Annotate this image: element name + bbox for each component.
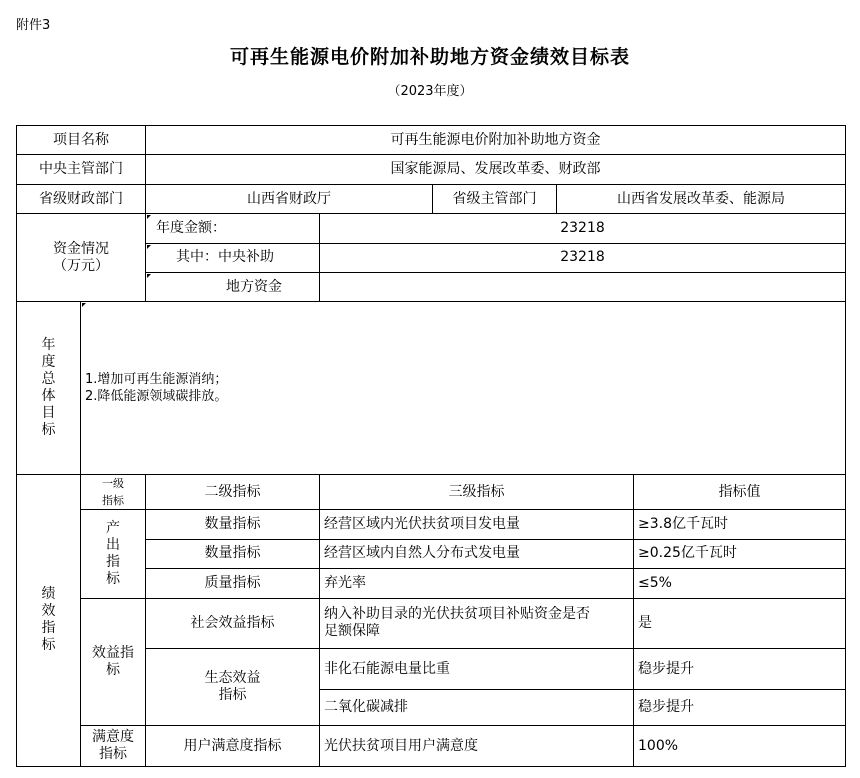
funds-annual-row <box>17 214 846 243</box>
funds-label-line1: 资金情况 <box>53 240 109 257</box>
output-value: ≥0.25亿千瓦时 <box>634 539 846 568</box>
header-level3: 三级指标 <box>320 474 634 509</box>
satisfaction-label <box>81 726 146 767</box>
year-subtitle: （2023年度） <box>387 84 473 99</box>
perf-label <box>17 474 81 766</box>
benefit-social-row <box>17 598 846 649</box>
eco-label-line2: 指标 <box>218 687 247 704</box>
social-level3-line2: 足额保障 <box>324 623 380 640</box>
funds-label-line2: （万元） <box>53 257 109 274</box>
social-benefit-label: 社会效益指标 <box>146 598 320 649</box>
performance-target-table <box>16 125 846 767</box>
output-char: 标 <box>106 570 120 587</box>
goals-char: 标 <box>41 422 56 439</box>
local-funds-value <box>320 273 846 302</box>
project-name-row <box>17 126 846 155</box>
output-label <box>81 510 146 598</box>
satisfaction-row <box>17 726 846 767</box>
perf-char: 标 <box>41 637 56 654</box>
eco-level3: 二氧化碳减排 <box>320 689 634 726</box>
goals-char: 体 <box>41 388 56 405</box>
benefit-label-line1: 效益指 <box>92 644 134 661</box>
goals-char: 目 <box>41 405 56 422</box>
output-level3: 弃光率 <box>320 569 634 598</box>
perf-char: 绩 <box>41 586 56 603</box>
prov-finance-value: 山西省财政厅 <box>146 184 433 213</box>
prov-dept-label: 省级主管部门 <box>433 184 557 213</box>
output-row <box>17 510 846 539</box>
page-title: 可再生能源电价附加补助地方资金绩效目标表 <box>229 46 630 68</box>
header-value: 指标值 <box>634 474 846 509</box>
header-level1-line2: 指标 <box>102 494 124 508</box>
header-level1 <box>81 474 146 509</box>
eco-level3: 非化石能源电量比重 <box>320 649 634 690</box>
benefit-label-line2: 标 <box>106 661 120 678</box>
funds-label <box>17 214 146 302</box>
output-level2: 数量指标 <box>146 539 320 568</box>
social-level3-line1: 纳入补助目录的光伏扶贫项目补贴资金是否 <box>324 606 590 623</box>
perf-char: 指 <box>41 620 56 637</box>
project-name-label: 项目名称 <box>17 126 146 155</box>
output-value: ≥3.8亿千瓦时 <box>634 510 846 539</box>
annual-amount-label: 年度金额： <box>146 214 320 243</box>
annual-amount-value: 23218 <box>320 214 846 243</box>
output-level2: 质量指标 <box>146 569 320 598</box>
central-dept-label: 中央主管部门 <box>17 155 146 184</box>
satisfaction-level3: 光伏扶贫项目用户满意度 <box>320 726 634 767</box>
satisfaction-value: 100% <box>634 726 846 767</box>
satisfaction-label-line1: 满意度 <box>92 729 134 746</box>
eco-benefit-label <box>146 649 320 726</box>
prov-dept-value: 山西省发展改革委、能源局 <box>557 184 846 213</box>
output-level2: 数量指标 <box>146 510 320 539</box>
goals-content <box>81 302 846 474</box>
provincial-row <box>17 184 846 213</box>
attachment-label: 附件3 <box>16 18 51 33</box>
local-funds-label: 地方资金 <box>146 273 320 302</box>
goal-item: 2.降低能源领域碳排放。 <box>85 389 228 405</box>
output-level3: 经营区域内光伏扶贫项目发电量 <box>320 510 634 539</box>
prov-finance-label: 省级财政部门 <box>17 184 146 213</box>
satisfaction-label-line2: 指标 <box>99 746 127 763</box>
satisfaction-level2: 用户满意度指标 <box>146 726 320 767</box>
goals-char: 年 <box>41 337 56 354</box>
eco-label-line1: 生态效益 <box>204 670 261 687</box>
goals-char: 总 <box>41 371 56 388</box>
goals-label <box>17 302 81 474</box>
benefit-label <box>81 598 146 726</box>
central-subsidy-label: 其中：中央补助 <box>146 243 320 272</box>
project-name-value: 可再生能源电价附加补助地方资金 <box>146 126 846 155</box>
goal-item: 1.增加可再生能源消纳； <box>85 372 228 388</box>
social-benefit-level3 <box>320 598 634 649</box>
eco-value: 稳步提升 <box>634 649 846 690</box>
perf-header-row <box>17 474 846 509</box>
output-char: 产 <box>106 519 120 536</box>
central-subsidy-value: 23218 <box>320 243 846 272</box>
social-benefit-value: 是 <box>634 598 846 649</box>
goals-row <box>17 302 846 474</box>
eco-value: 稳步提升 <box>634 689 846 726</box>
central-dept-value: 国家能源局、发展改革委、财政部 <box>146 155 846 184</box>
goals-char: 度 <box>41 354 56 371</box>
output-value: ≤5% <box>634 569 846 598</box>
output-char: 指 <box>106 553 120 570</box>
output-char: 出 <box>106 536 120 553</box>
header-level2: 二级指标 <box>146 474 320 509</box>
perf-char: 效 <box>41 603 56 620</box>
header-level1-line1: 一级 <box>102 477 124 491</box>
output-level3: 经营区域内自然人分布式发电量 <box>320 539 634 568</box>
central-dept-row <box>17 155 846 184</box>
